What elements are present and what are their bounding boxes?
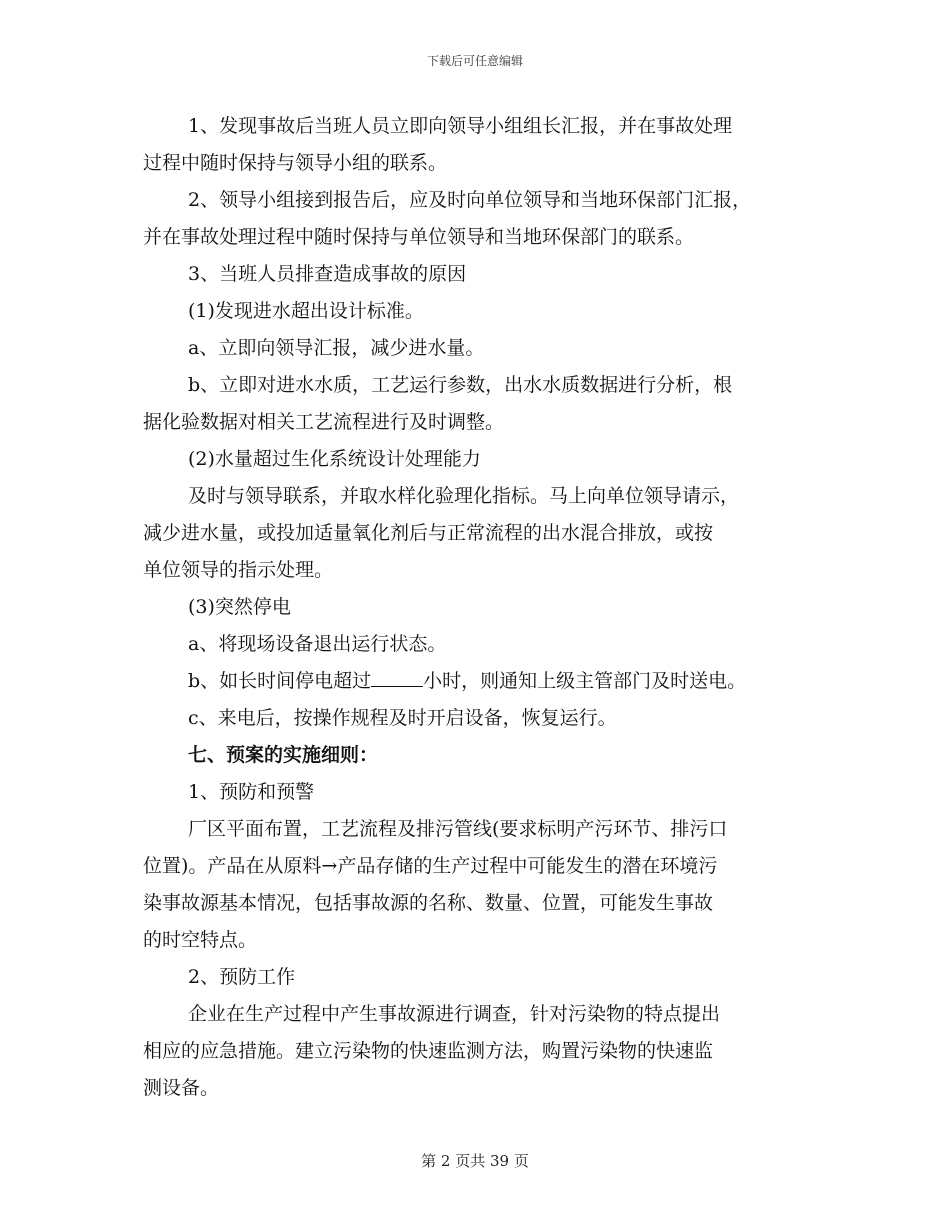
paragraph-line: (3)突然停电 — [188, 596, 291, 618]
document-body — [143, 108, 823, 1107]
paragraph-line: c、来电后，按操作规程及时开启设备，恢复运行。 — [188, 707, 617, 729]
paragraph-line: 并在事故处理过程中随时保持与单位领导和当地环保部门的联系。 — [143, 226, 695, 248]
paragraph-line: 企业在生产过程中产生事故源进行调查，针对污染物的特点提出 — [188, 1003, 721, 1025]
paragraph-line: 2、领导小组接到报告后，应及时向单位领导和当地环保部门汇报， — [188, 189, 752, 211]
paragraph-line: 单位领导的指示处理。 — [143, 559, 334, 581]
paragraph-line: (1)发现进水超出设计标准。 — [188, 300, 424, 322]
paragraph-line: b、立即对进水水质，工艺运行参数，出水水质数据进行分析，根 — [188, 374, 733, 396]
paragraph-line: 厂区平面布置，工艺流程及排污管线(要求标明产污环节、排污口 — [188, 818, 728, 840]
paragraph-line: 过程中随时保持与领导小组的联系。 — [143, 152, 448, 174]
page-footer: 第 2 页共 39 页 — [421, 1152, 529, 1170]
paragraph-line: 的时空特点。 — [143, 929, 258, 951]
line-start: b、如长时间停电超过 — [188, 670, 372, 692]
paragraph-line: 测设备。 — [143, 1077, 220, 1099]
paragraph-line: 染事故源基本情况，包括事故源的名称、数量、位置，可能发生事故 — [143, 892, 714, 914]
paragraph-line: 3、当班人员排查造成事故的原因 — [188, 263, 467, 285]
line-end: 小时，则通知上级主管部门及时送电。 — [423, 670, 747, 692]
subheading: 2、预防工作 — [188, 966, 296, 988]
paragraph-line: 位置)。产品在从原料→产品存储的生产过程中可能发生的潜在环境污 — [143, 855, 718, 877]
paragraph-line: 及时与领导联系，并取水样化验理化指标。马上向单位领导请示， — [188, 485, 740, 507]
section-heading: 七、预案的实施细则： — [188, 744, 379, 766]
subheading: 1、预防和预警 — [188, 781, 315, 803]
paragraph-line: a、立即向领导汇报，减少进水量。 — [188, 337, 485, 359]
paragraph-line-with-blank — [143, 663, 823, 700]
page-header: 下载后可任意编辑 — [426, 54, 523, 68]
paragraph-line: 减少进水量，或投加适量氧化剂后与正常流程的出水混合排放，或按 — [143, 522, 714, 544]
fill-in-blank — [371, 668, 423, 687]
paragraph-line: 1、发现事故后当班人员立即向领导小组组长汇报，并在事故处理 — [188, 115, 733, 137]
paragraph-line: 据化验数据对相关工艺流程进行及时调整。 — [143, 411, 505, 433]
paragraph-line: (2)水量超过生化系统设计处理能力 — [188, 448, 481, 470]
paragraph-line: a、将现场设备退出运行状态。 — [188, 633, 447, 655]
paragraph-line: 相应的应急措施。建立污染物的快速监测方法，购置污染物的快速监 — [143, 1040, 714, 1062]
